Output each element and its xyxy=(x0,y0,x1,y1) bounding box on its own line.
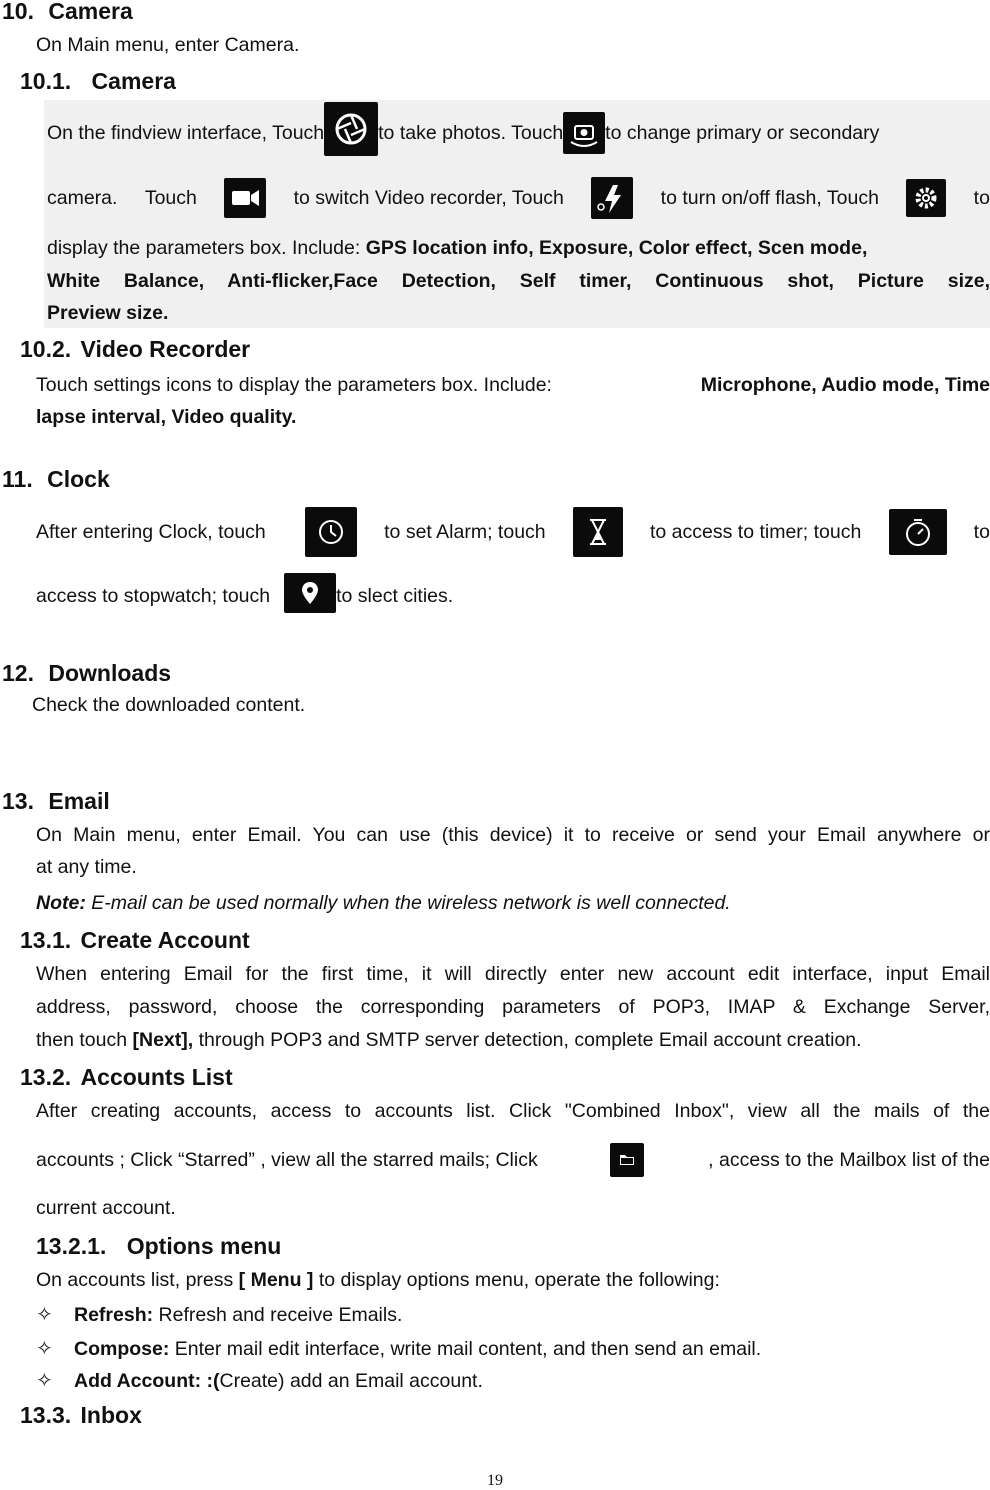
text: to switch Video recorder, Touch xyxy=(293,186,564,209)
list-item xyxy=(36,1299,402,1332)
create-account-line-1: When entering Email for the first time, it will directly enter new account edit interface, input Email xyxy=(36,963,990,985)
section-title: Clock xyxy=(47,466,110,492)
video-line-2: lapse interval, Video quality. xyxy=(36,406,297,428)
text: to slect cities. xyxy=(336,585,454,607)
flash-icon xyxy=(591,177,633,219)
text: accounts ; Click “Starred” , view all the starred mails; Click xyxy=(36,1148,538,1171)
accounts-list-line-2 xyxy=(36,1138,990,1182)
note-label: Note: xyxy=(36,892,86,914)
location-pin-icon xyxy=(284,573,336,613)
diamond-bullet-icon: ✧ xyxy=(36,1370,53,1392)
note-text: E-mail can be used normally when the wireless network is well connected. xyxy=(91,892,731,914)
camera-line-2 xyxy=(47,176,990,220)
text: access to stopwatch; touch xyxy=(36,585,271,607)
section-13-2-heading xyxy=(20,1064,233,1091)
create-account-line-3 xyxy=(36,1024,862,1057)
item-label: Refresh: xyxy=(74,1304,154,1326)
alarm-clock-icon xyxy=(305,507,357,557)
camera-line-5: Preview size. xyxy=(47,302,169,324)
list-item xyxy=(36,1333,761,1366)
parameters-list: GPS location info, Exposure, Color effect, Scen mode, xyxy=(365,237,868,259)
text: Touch xyxy=(144,186,197,209)
section-number: 13.3. xyxy=(20,1402,72,1428)
text: to set Alarm; touch xyxy=(384,520,546,543)
text: to change primary or secondary xyxy=(605,122,880,144)
text: to turn on/off flash, Touch xyxy=(660,186,879,209)
email-line-1: On Main menu, enter Email. You can use (this device) it to receive or send your Email anywhere or xyxy=(36,824,990,846)
section-title: Create Account xyxy=(80,927,250,953)
text: to xyxy=(973,520,990,543)
list-item xyxy=(36,1365,483,1398)
text: On the findview interface, Touch xyxy=(47,122,325,144)
section-title: Video Recorder xyxy=(80,336,251,362)
clock-line-1 xyxy=(36,506,990,558)
text: to xyxy=(973,186,990,209)
item-text: Create) add an Email account. xyxy=(219,1370,483,1392)
text: After entering Clock, touch xyxy=(36,520,266,543)
stopwatch-icon xyxy=(889,509,947,555)
email-line-2: at any time. xyxy=(36,856,137,878)
section-10-heading xyxy=(2,0,133,25)
section-13-1-heading xyxy=(20,927,250,954)
text: Touch settings icons to display the parameters box. Include: xyxy=(36,374,552,396)
page-number: 19 xyxy=(487,1472,503,1489)
options-menu-intro xyxy=(36,1264,720,1297)
item-label: Compose: xyxy=(74,1338,170,1360)
camera-line-4: White Balance, Anti-flicker,Face Detection, Self timer, Continuous shot, Picture size, xyxy=(47,270,990,292)
section-number: 13.1. xyxy=(20,927,72,953)
section-number: 10.1. xyxy=(20,68,72,94)
section-title: Camera xyxy=(48,0,133,24)
section-title: Accounts List xyxy=(80,1064,233,1090)
downloads-text: Check the downloaded content. xyxy=(32,694,306,716)
settings-gear-icon xyxy=(906,179,946,217)
camera-line-1 xyxy=(47,104,990,150)
text: display the parameters box. Include: xyxy=(47,237,361,259)
text: , access to the Mailbox list of the xyxy=(708,1148,990,1171)
switch-camera-icon xyxy=(563,112,605,154)
section-title: Downloads xyxy=(48,660,172,686)
item-text: Enter mail edit interface, write mail content, and then send an email. xyxy=(174,1338,762,1360)
video-recorder-icon xyxy=(224,178,266,218)
section-number: 11. xyxy=(2,466,33,492)
accounts-list-line-1: After creating accounts, access to accounts list. Click "Combined Inbox", view all the mails of the xyxy=(36,1100,990,1122)
section-number: 13.2. xyxy=(20,1064,72,1090)
text: to display options menu, operate the following: xyxy=(318,1269,720,1291)
text: On accounts list, press xyxy=(36,1269,234,1291)
section-10-1-heading xyxy=(20,68,176,95)
section-number: 13.2.1. xyxy=(36,1233,107,1259)
text: camera. xyxy=(47,186,118,209)
section-13-heading xyxy=(2,788,110,815)
section-number: 13. xyxy=(2,788,34,814)
section-10-2-heading xyxy=(20,336,250,363)
section-number: 10.2. xyxy=(20,336,72,362)
item-label: Add Account: :( xyxy=(74,1370,220,1392)
clock-line-2 xyxy=(36,573,453,613)
timer-hourglass-icon xyxy=(573,507,623,557)
camera-intro: On Main menu, enter Camera. xyxy=(36,34,300,56)
mailbox-folder-icon xyxy=(610,1143,644,1177)
section-title: Camera xyxy=(91,68,176,94)
text: to access to timer; touch xyxy=(649,520,862,543)
camera-line-3 xyxy=(47,232,990,265)
section-11-heading xyxy=(2,466,110,493)
section-title: Inbox xyxy=(80,1402,142,1428)
email-note xyxy=(36,887,731,920)
section-title: Options menu xyxy=(126,1233,282,1259)
video-line-1 xyxy=(36,369,990,402)
section-12-heading xyxy=(2,660,171,687)
shutter-icon xyxy=(324,102,378,156)
item-text: Refresh and receive Emails. xyxy=(158,1304,403,1326)
section-number: 10. xyxy=(2,0,34,24)
text: through POP3 and SMTP server detection, complete Email account creation. xyxy=(198,1029,862,1051)
menu-key-label: [ Menu ] xyxy=(238,1269,314,1291)
section-number: 12. xyxy=(2,660,34,686)
diamond-bullet-icon: ✧ xyxy=(36,1338,53,1360)
section-13-3-heading xyxy=(20,1402,142,1429)
section-title: Email xyxy=(48,788,110,814)
accounts-list-line-3: current account. xyxy=(36,1197,176,1219)
parameters-list: Microphone, Audio mode, Time xyxy=(700,374,990,396)
section-13-2-1-heading xyxy=(36,1233,281,1260)
text: then touch xyxy=(36,1029,128,1051)
next-button-label: [Next], xyxy=(132,1029,194,1051)
text: to take photos. Touch xyxy=(378,122,564,144)
diamond-bullet-icon: ✧ xyxy=(36,1304,53,1326)
create-account-line-2: address, password, choose the corresponding parameters of POP3, IMAP & Exchange Server, xyxy=(36,996,990,1018)
